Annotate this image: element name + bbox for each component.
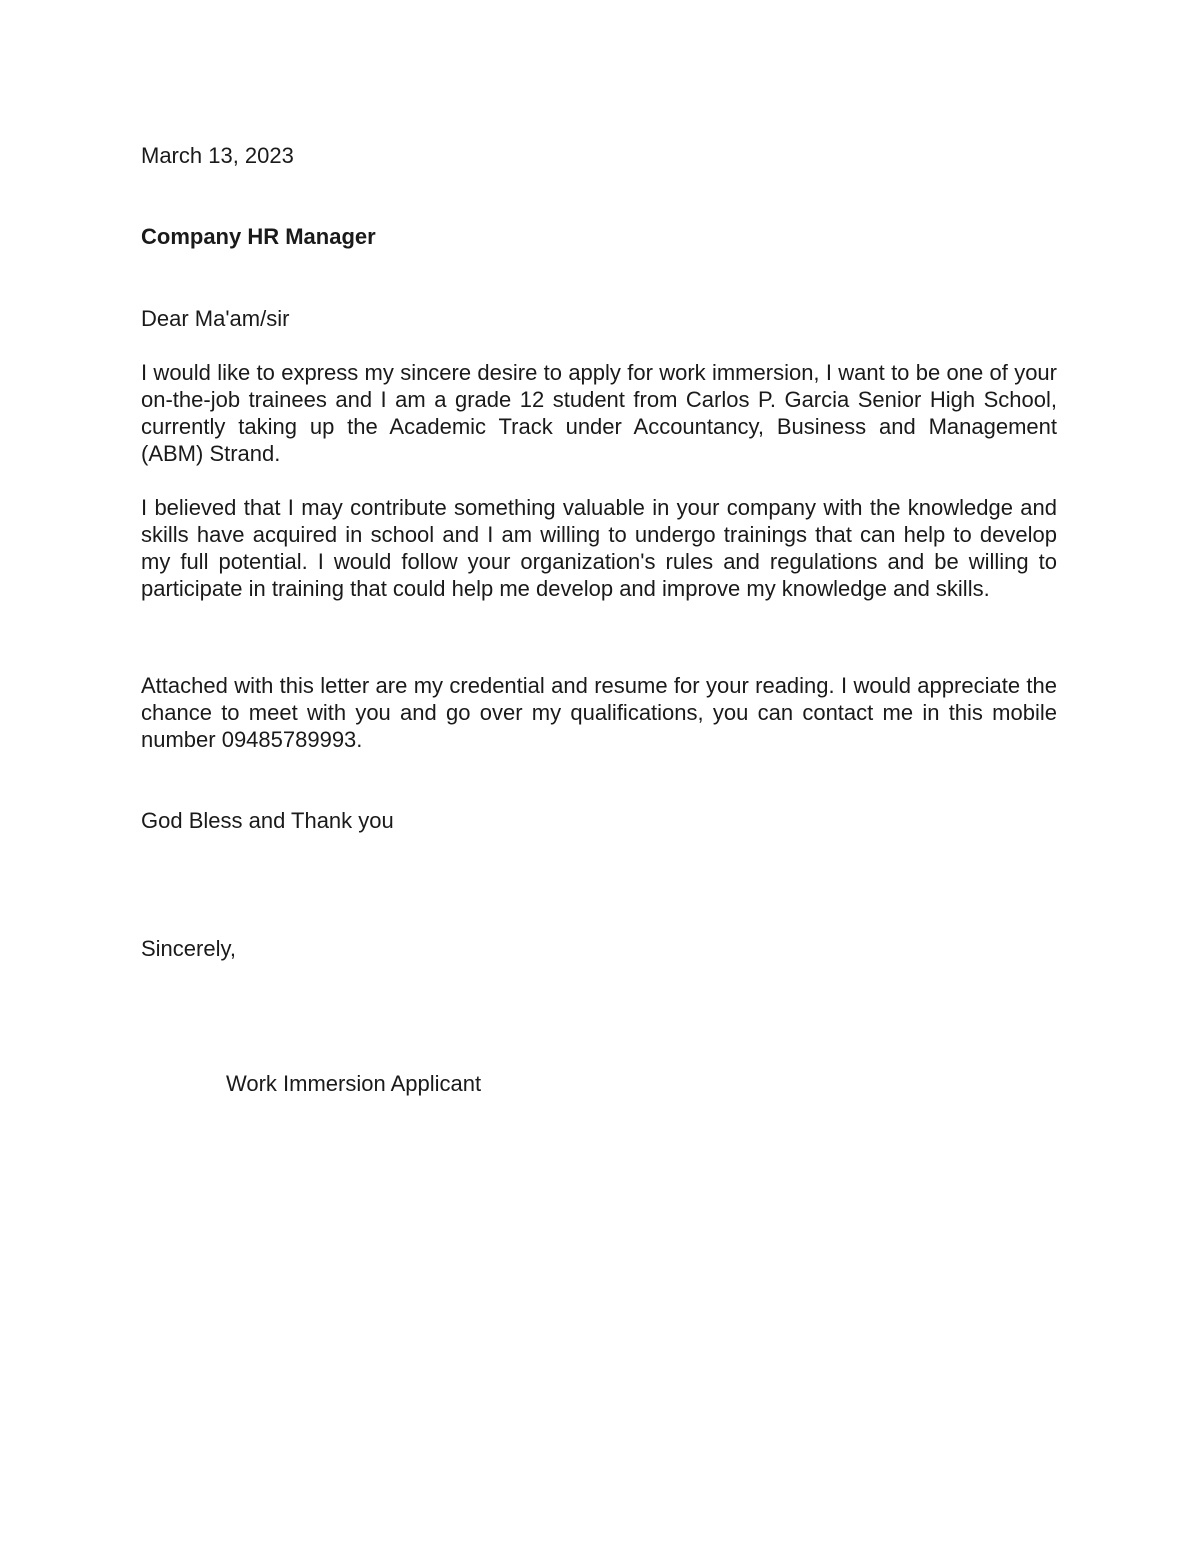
letter-signature-title: Work Immersion Applicant [226, 1071, 482, 1096]
letter-paragraph: I believed that I may contribute something valuable in your company with the knowledge and skills have acquired in school and I am willing to undergo trainings that can help to develop my full potential. I would follow your organization's rules and regulations and be willing to participate in training that could help me develop and improve my knowledge and skills. [141, 495, 1057, 601]
letter-recipient: Company HR Manager [141, 224, 376, 249]
letter-date: March 13, 2023 [141, 143, 294, 168]
letter-signoff: Sincerely, [141, 936, 236, 961]
letter-paragraph: Attached with this letter are my credential and resume for your reading. I would appreciate the chance to meet with you and go over my qualifications, you can contact me in this mobile number 09485789993. [141, 673, 1057, 752]
letter-paragraph: I would like to express my sincere desire to apply for work immersion, I want to be one of your on-the-job trainees and I am a grade 12 student from Carlos P. Garcia Senior High School, currently taking up the Academic Track under Accountancy, Business and Management (ABM) Strand. [141, 360, 1057, 466]
letter-salutation: Dear Ma'am/sir [141, 306, 290, 331]
letter-closing: God Bless and Thank you [141, 808, 394, 833]
